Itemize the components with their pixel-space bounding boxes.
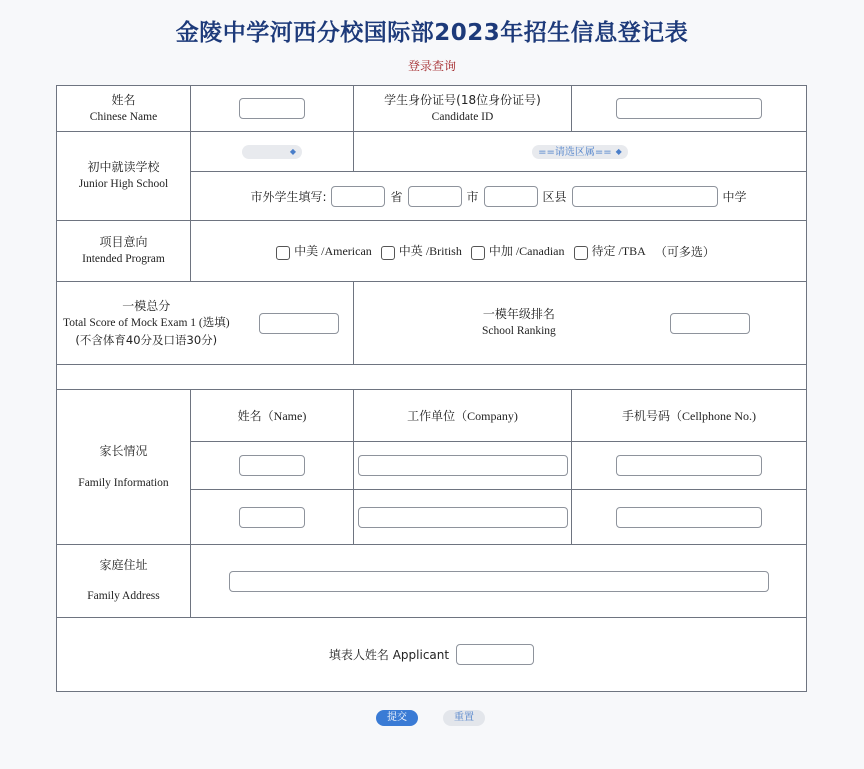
county-input[interactable] bbox=[484, 186, 538, 207]
family-label-cell bbox=[57, 390, 191, 545]
family-label-en: Family Information bbox=[78, 476, 169, 489]
name-label-cn: 姓名 bbox=[111, 92, 136, 107]
id-label-en: Candidate ID bbox=[431, 110, 494, 123]
address-label-cn: 家庭住址 bbox=[99, 558, 148, 572]
id-input-cell bbox=[572, 86, 807, 132]
mock-exam-note: (不含体育40分及口语30分) bbox=[75, 332, 218, 347]
applicant-cell bbox=[57, 618, 807, 692]
login-query-link[interactable]: 登录查询 bbox=[407, 59, 456, 73]
applicant-label: 填表人姓名 Applicant bbox=[328, 648, 450, 662]
registration-form-table bbox=[56, 85, 807, 692]
district-select-cell bbox=[354, 132, 807, 172]
program-label-cn: 项目意向 bbox=[99, 235, 148, 249]
checkbox-british[interactable] bbox=[381, 246, 395, 260]
city-input[interactable] bbox=[408, 186, 462, 207]
chevron-updown-icon: ◆ bbox=[289, 147, 296, 157]
family-row-1-phone-cell bbox=[572, 442, 807, 490]
ranking-label-en: School Ranking bbox=[482, 325, 556, 337]
district-select[interactable] bbox=[532, 145, 628, 159]
program-multi-note: （可多选） bbox=[654, 244, 715, 259]
page-title: 金陵中学河西分校国际部2023年招生信息登记表 bbox=[175, 20, 689, 46]
province-label: 省 bbox=[390, 189, 403, 204]
chevron-updown-icon: ◆ bbox=[615, 147, 622, 157]
city-select-cell bbox=[191, 132, 354, 172]
family-row-1-name-cell bbox=[191, 442, 354, 490]
province-input[interactable] bbox=[331, 186, 385, 207]
address-label-en: Family Address bbox=[87, 590, 160, 602]
family-col-company: 工作单位（Company) bbox=[354, 390, 572, 442]
program-option-british[interactable]: 中英 /British bbox=[381, 242, 462, 259]
parent1-name-input[interactable] bbox=[239, 455, 305, 476]
name-label-cell bbox=[57, 86, 191, 132]
parent2-phone-input[interactable] bbox=[616, 507, 762, 528]
family-row-2-name-cell bbox=[191, 490, 354, 545]
chinese-name-input[interactable] bbox=[239, 98, 305, 119]
ranking-label-cn: 一模年级排名 bbox=[482, 307, 555, 321]
name-input-cell bbox=[191, 86, 354, 132]
program-label-cell bbox=[57, 221, 191, 282]
spacer-row bbox=[57, 365, 807, 390]
program-option-canadian[interactable]: 中加 /Canadian bbox=[471, 242, 565, 259]
city-label: 市 bbox=[466, 189, 479, 204]
name-label-en: Chinese Name bbox=[89, 110, 158, 123]
family-row-2-phone-cell bbox=[572, 490, 807, 545]
mock-exam-label-en: Total Score of Mock Exam 1 (选填) bbox=[63, 316, 230, 329]
id-label-cn: 学生身份证号(18位身份证号) bbox=[384, 92, 541, 107]
family-col-name: 姓名（Name) bbox=[191, 390, 354, 442]
junior-school-label-cn: 初中就读学校 bbox=[87, 160, 160, 174]
outside-student-label: 市外学生填写: bbox=[250, 189, 327, 204]
mock-exam-label-cn: 一模总分 bbox=[122, 298, 171, 313]
parent2-company-input[interactable] bbox=[358, 507, 568, 528]
school-ranking-input[interactable] bbox=[670, 313, 750, 334]
mock-exam-cell bbox=[57, 282, 354, 365]
applicant-name-input[interactable] bbox=[456, 644, 534, 665]
family-row-2-company-cell bbox=[354, 490, 572, 545]
program-options-cell bbox=[191, 221, 807, 282]
id-label-cell bbox=[354, 86, 572, 132]
ranking-cell bbox=[354, 282, 807, 365]
submit-button[interactable]: 提交 bbox=[376, 710, 418, 726]
program-option-tba[interactable]: 待定 /TBA bbox=[574, 242, 646, 259]
family-row-1-company-cell bbox=[354, 442, 572, 490]
candidate-id-input[interactable] bbox=[616, 98, 762, 119]
program-label-en: Intended Program bbox=[82, 253, 165, 265]
school-label: 中学 bbox=[722, 189, 747, 204]
junior-school-label-cell bbox=[57, 132, 191, 221]
family-label-cn: 家长情况 bbox=[99, 443, 148, 458]
family-address-input[interactable] bbox=[229, 571, 769, 592]
school-input[interactable] bbox=[572, 186, 718, 207]
reset-button[interactable]: 重置 bbox=[443, 710, 485, 726]
checkbox-canadian[interactable] bbox=[471, 246, 485, 260]
parent2-name-input[interactable] bbox=[239, 507, 305, 528]
city-select[interactable] bbox=[242, 145, 302, 159]
checkbox-tba[interactable] bbox=[574, 246, 588, 260]
county-label: 区县 bbox=[542, 189, 567, 204]
checkbox-american[interactable] bbox=[276, 246, 290, 260]
program-option-american[interactable]: 中美 /American bbox=[276, 242, 372, 259]
address-label-cell bbox=[57, 545, 191, 618]
family-col-phone: 手机号码（Cellphone No.) bbox=[572, 390, 807, 442]
outside-student-cell bbox=[191, 172, 807, 221]
mock-exam-score-input[interactable] bbox=[259, 313, 339, 334]
junior-school-label-en: Junior High School bbox=[78, 178, 169, 190]
parent1-phone-input[interactable] bbox=[616, 455, 762, 476]
address-input-cell bbox=[191, 545, 807, 618]
parent1-company-input[interactable] bbox=[358, 455, 568, 476]
district-select-value: ==请选区属== bbox=[538, 147, 612, 159]
